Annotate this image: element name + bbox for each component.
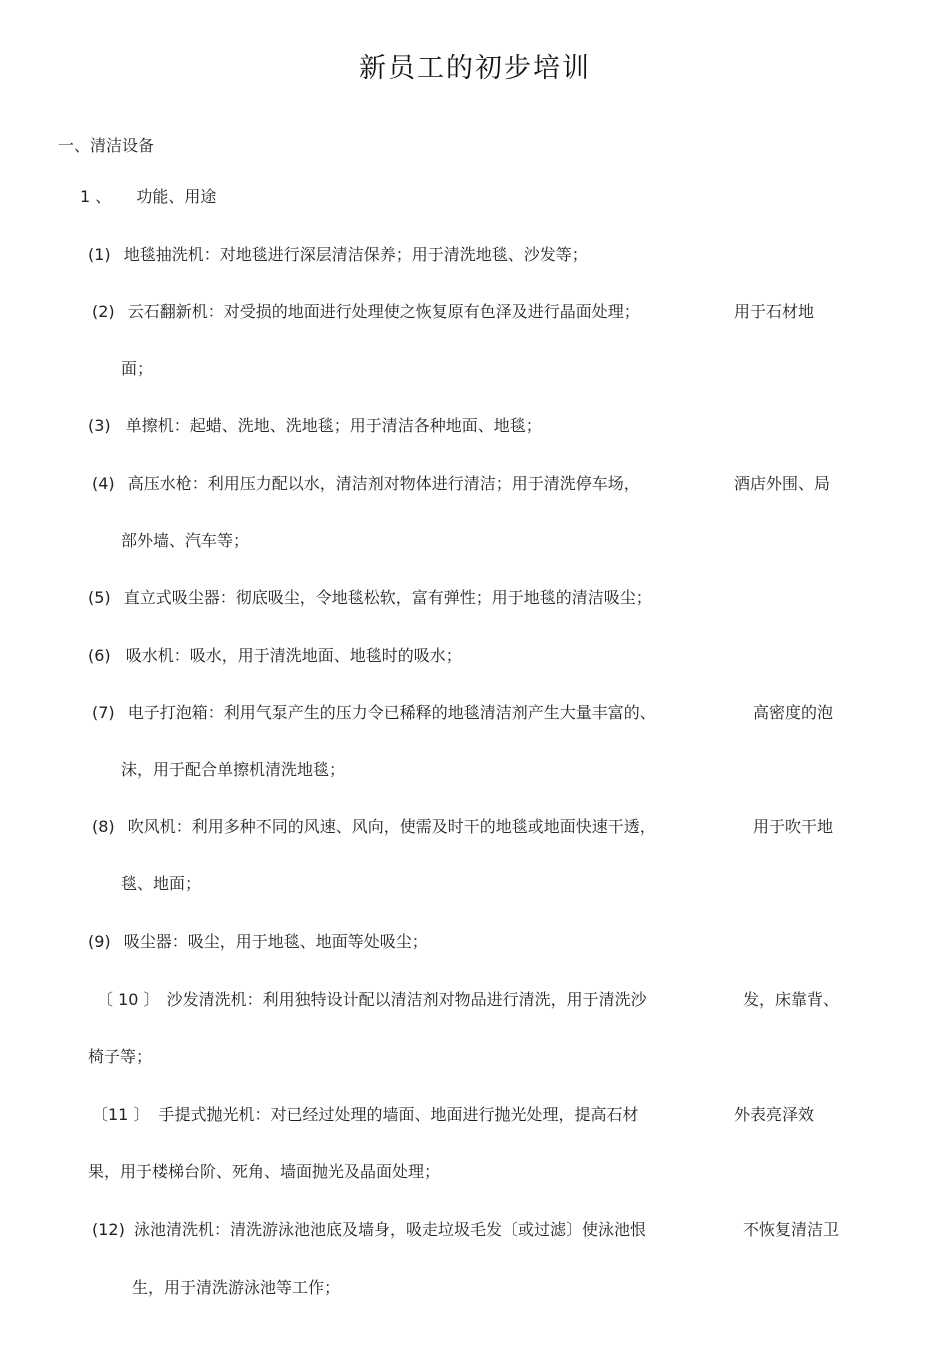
list-item bbox=[92, 1220, 646, 1240]
page-title: 新员工的初步培训 bbox=[359, 53, 591, 84]
item-text-continued: 椅子等； bbox=[88, 1047, 153, 1066]
item-text: 高压水枪：利用压力配以水，清洁剂对物体进行清洁；用于清洗停车场， bbox=[127, 474, 640, 493]
item-number: (1) bbox=[88, 245, 111, 264]
item-text: 吸尘器：吸尘，用于地毯、地面等处吸尘； bbox=[123, 932, 428, 951]
item-text-right: 用于石材地 bbox=[734, 302, 815, 321]
list-item bbox=[92, 703, 656, 723]
subsection-heading bbox=[80, 187, 216, 207]
item-text: 单擦机：起蜡、洗地、洗地毯；用于清洁各种地面、地毯； bbox=[125, 416, 542, 435]
item-text-right: 不恢复清洁卫 bbox=[743, 1220, 840, 1239]
list-item bbox=[92, 817, 656, 837]
list-item bbox=[88, 245, 588, 265]
item-number: (9) bbox=[88, 932, 111, 951]
item-text: 手提式抛光机：对已经过处理的墙面、地面进行抛光处理，提高石材 bbox=[158, 1105, 639, 1124]
item-text-right: 用于吹干地 bbox=[753, 817, 834, 836]
item-text-continued: 毯、地面； bbox=[121, 874, 202, 893]
item-text-right: 酒店外围、局 bbox=[734, 474, 831, 493]
item-text: 云石翻新机：对受损的地面进行处理使之恢复原有色泽及进行晶面处理； bbox=[127, 302, 640, 321]
item-text-right: 发，床靠背、 bbox=[743, 990, 840, 1009]
item-number: (7) bbox=[92, 703, 115, 722]
list-item bbox=[97, 990, 647, 1010]
item-text-continued: 沫，用于配合单擦机清洗地毯； bbox=[121, 760, 346, 779]
list-item bbox=[92, 302, 640, 322]
item-number: (2) bbox=[92, 302, 115, 321]
item-text: 吹风机：利用多种不同的风速、风向，使需及时干的地毯或地面快速干透， bbox=[127, 817, 656, 836]
item-text-continued: 生，用于清洗游泳池等工作； bbox=[132, 1278, 341, 1297]
list-item bbox=[88, 416, 542, 436]
item-text-continued: 面； bbox=[121, 359, 154, 378]
item-text-right: 高密度的泡 bbox=[753, 703, 834, 722]
item-text-continued: 部外墙、汽车等； bbox=[121, 531, 250, 550]
item-number: (6) bbox=[88, 646, 111, 665]
list-item bbox=[88, 646, 462, 666]
subsection-title: 功能、用途 bbox=[136, 187, 217, 206]
item-number: (3) bbox=[88, 416, 111, 435]
list-item bbox=[92, 474, 640, 494]
item-text: 直立式吸尘器：彻底吸尘，令地毯松软，富有弹性；用于地毯的清洁吸尘； bbox=[123, 588, 652, 607]
item-number: (4) bbox=[92, 474, 115, 493]
item-number: (12) bbox=[92, 1220, 125, 1239]
item-number: 〔 10 〕 bbox=[97, 990, 160, 1009]
item-number: (5) bbox=[88, 588, 111, 607]
list-item bbox=[88, 588, 652, 608]
list-item bbox=[88, 932, 428, 952]
section-heading: 一、清洁设备 bbox=[58, 136, 155, 155]
item-text-continued: 果，用于楼梯台阶、死角、墙面抛光及晶面处理； bbox=[88, 1162, 441, 1181]
item-text-right: 外表亮泽效 bbox=[734, 1105, 815, 1124]
item-text: 电子打泡箱：利用气泵产生的压力令已稀释的地毯清洁剂产生大量丰富的、 bbox=[127, 703, 656, 722]
item-text: 吸水机：吸水，用于清洗地面、地毯时的吸水； bbox=[125, 646, 462, 665]
subsection-number: 1 、 bbox=[80, 187, 112, 206]
item-text: 地毯抽洗机：对地毯进行深层清洁保养；用于清洗地毯、沙发等； bbox=[123, 245, 588, 264]
item-number: 〔11 〕 bbox=[92, 1105, 150, 1124]
item-number: (8) bbox=[92, 817, 115, 836]
item-text: 沙发清洗机：利用独特设计配以清洁剂对物品进行清洗，用于清洗沙 bbox=[166, 990, 647, 1009]
list-item bbox=[92, 1105, 639, 1125]
item-text: 泳池清洗机：清洗游泳池池底及墙身，吸走垃圾毛发〔或过滤〕使泳池恨 bbox=[133, 1220, 646, 1239]
